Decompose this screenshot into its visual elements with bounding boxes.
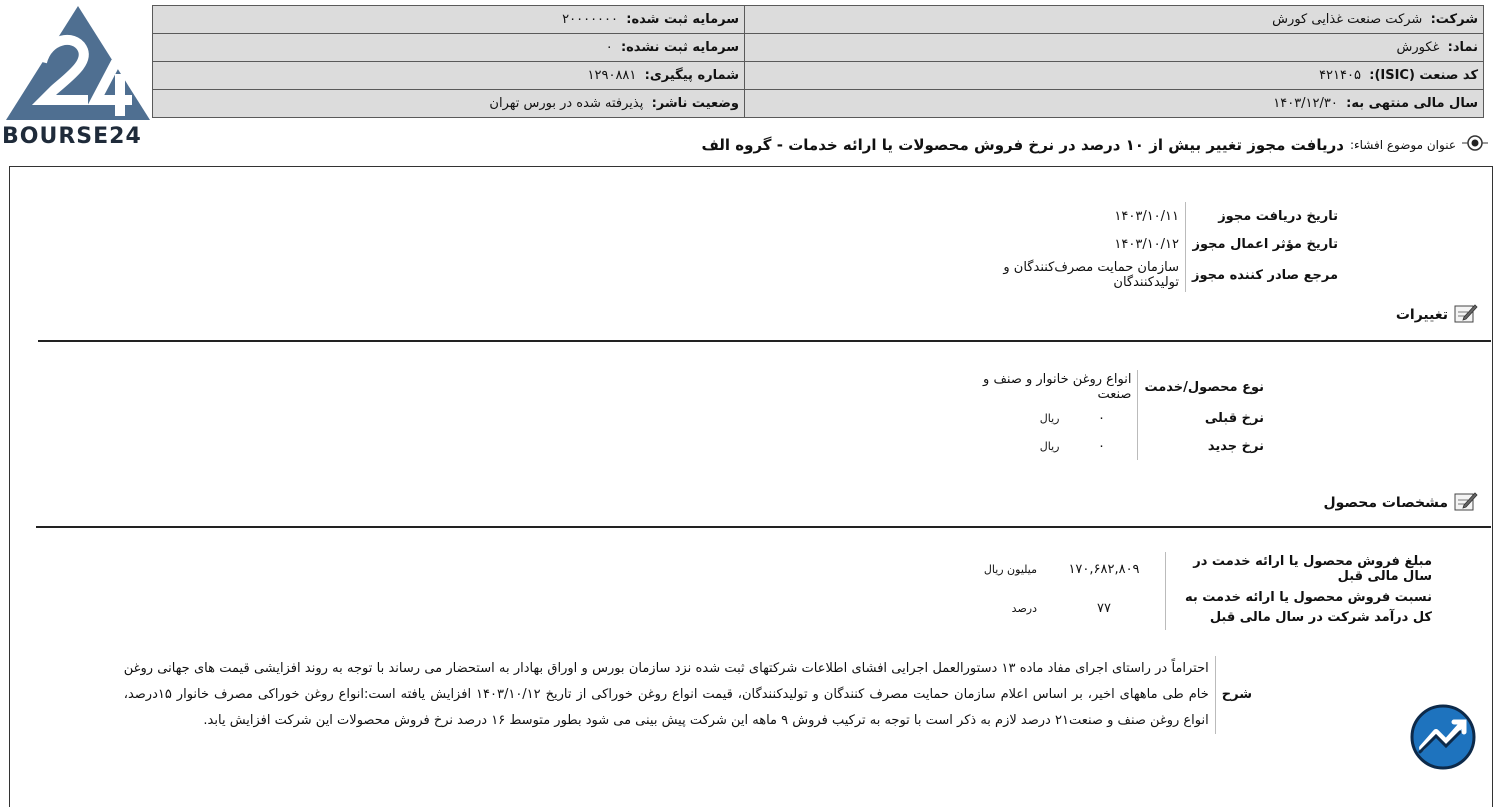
subject-title: دریافت مجوز تغییر بیش از ۱۰ درصد در نرخ فروش محصولات یا ارائه خدمات - گروه الف bbox=[701, 135, 1344, 154]
spec-row bbox=[941, 586, 1438, 630]
rate-row bbox=[953, 404, 1270, 432]
spec-unit: میلیون ریال bbox=[983, 562, 1037, 576]
target-icon bbox=[1462, 132, 1488, 157]
permit-label: تاریخ مؤثر اعمال مجوز bbox=[1186, 230, 1344, 258]
rate-value: ۰ bbox=[1097, 410, 1105, 426]
registered-capital-cell: سرمایه ثبت شده: ۲۰۰۰۰۰۰۰ bbox=[153, 6, 745, 34]
permit-row bbox=[933, 230, 1344, 258]
rate-label: نرخ قبلی bbox=[1138, 404, 1270, 432]
spec-row bbox=[941, 552, 1438, 586]
unregistered-capital-cell: سرمایه ثبت نشده: ۰ bbox=[153, 34, 745, 62]
rate-unit: ریال bbox=[1039, 411, 1060, 425]
publisher-status-cell: وضعیت ناشر: پذیرفته شده در بورس تهران bbox=[153, 90, 745, 118]
isic-cell: کد صنعت (ISIC): ۴۲۱۴۰۵ bbox=[745, 62, 1484, 90]
description-text: احتراماً در راستای اجرای مفاد ماده ۱۳ دستورالعمل اجرایی افشای اطلاعات شرکتهای ثبت شده نزد سازمان بورس و اوراق بهادار به استحضار می رساند با توجه به روند افزایشی قیمت های جهانی روغن خام طی ماههای اخیر، بر اساس اعلام سازمان حمایت مصرف کنندگان و تولیدکنندگان، قیمت انواع روغن خوراکی از تاریخ ۱۴۰۳/۱۰/۱۲ افزایش یافته است:انواع روغن خوراکی مصرف خانوار ۱۵درصد، انواع روغن صنف و صنعت۲۱ درصد لازم به ذکر است با توجه به ترکیب فروش ۹ ماهه این شرکت پیش بینی می شود بطور متوسط ۱۶ درصد نرخ فروش محصولات این شرکت افزایش یابد. bbox=[123, 661, 1209, 728]
product-type-row bbox=[953, 370, 1270, 404]
permit-label: تاریخ دریافت مجوز bbox=[1186, 202, 1344, 230]
info-row bbox=[153, 90, 1484, 118]
edit-icon bbox=[1452, 490, 1478, 516]
rate-label: نرخ جدید bbox=[1138, 432, 1270, 460]
trend-badge-icon bbox=[1410, 704, 1476, 770]
spec-label: مبلغ فروش محصول یا ارائه خدمت در سال مالی قبل bbox=[1166, 552, 1439, 586]
permit-value: ۱۴۰۳/۱۰/۱۲ bbox=[1114, 236, 1180, 252]
info-row bbox=[153, 62, 1484, 90]
company-info-table bbox=[152, 5, 1484, 118]
spec-value: ۷۷ bbox=[1097, 600, 1111, 616]
edit-icon bbox=[1452, 302, 1478, 328]
tracking-number-cell: شماره پیگیری: ۱۲۹۰۸۸۱ bbox=[153, 62, 745, 90]
permit-table bbox=[933, 202, 1344, 292]
spec-label: نسبت فروش محصول یا ارائه خدمت به کل درآمد شرکت در سال مالی قبل bbox=[1166, 586, 1439, 630]
section-divider bbox=[36, 526, 1491, 528]
info-row bbox=[153, 34, 1484, 62]
description-label: شرح bbox=[1215, 656, 1252, 734]
description-block bbox=[124, 656, 1252, 734]
product-specs-title: مشخصات محصول bbox=[1323, 495, 1448, 511]
info-row bbox=[153, 6, 1484, 34]
spec-unit: درصد bbox=[1011, 601, 1037, 615]
changes-table bbox=[953, 370, 1270, 460]
rate-unit: ریال bbox=[1039, 439, 1060, 453]
subject-label: عنوان موضوع افشاء: bbox=[1349, 137, 1456, 152]
product-specs-section-header bbox=[1324, 490, 1478, 516]
spec-value: ۱۷۰,۶۸۲,۸۰۹ bbox=[1068, 561, 1140, 577]
company-cell: شرکت: شرکت صنعت غذایی کورش bbox=[745, 6, 1484, 34]
permit-label: مرجع صادر کننده مجوز bbox=[1186, 258, 1344, 292]
product-specs-table bbox=[941, 552, 1439, 630]
permit-row bbox=[933, 258, 1344, 292]
changes-title: تغییرات bbox=[1395, 307, 1448, 323]
changes-section-header bbox=[1396, 302, 1478, 328]
permit-value: ۱۴۰۳/۱۰/۱۱ bbox=[1114, 208, 1180, 224]
permit-value: سازمان حمایت مصرف‌کنندگان و تولیدکنندگان bbox=[1003, 260, 1180, 290]
rate-row bbox=[953, 432, 1270, 460]
permit-row bbox=[933, 202, 1344, 230]
disclosure-subject bbox=[701, 132, 1488, 157]
logo-text: BOURSE24 bbox=[2, 124, 142, 149]
product-type-label: نوع محصول/خدمت bbox=[1138, 370, 1270, 404]
section-divider bbox=[38, 340, 1491, 342]
rate-value: ۰ bbox=[1097, 438, 1105, 454]
product-type-value: انواع روغن خانوار و صنف و صنعت bbox=[983, 372, 1132, 402]
fiscal-year-cell: سال مالی منتهی به: ۱۴۰۳/۱۲/۳۰ bbox=[745, 90, 1484, 118]
symbol-cell: نماد: غکورش bbox=[745, 34, 1484, 62]
